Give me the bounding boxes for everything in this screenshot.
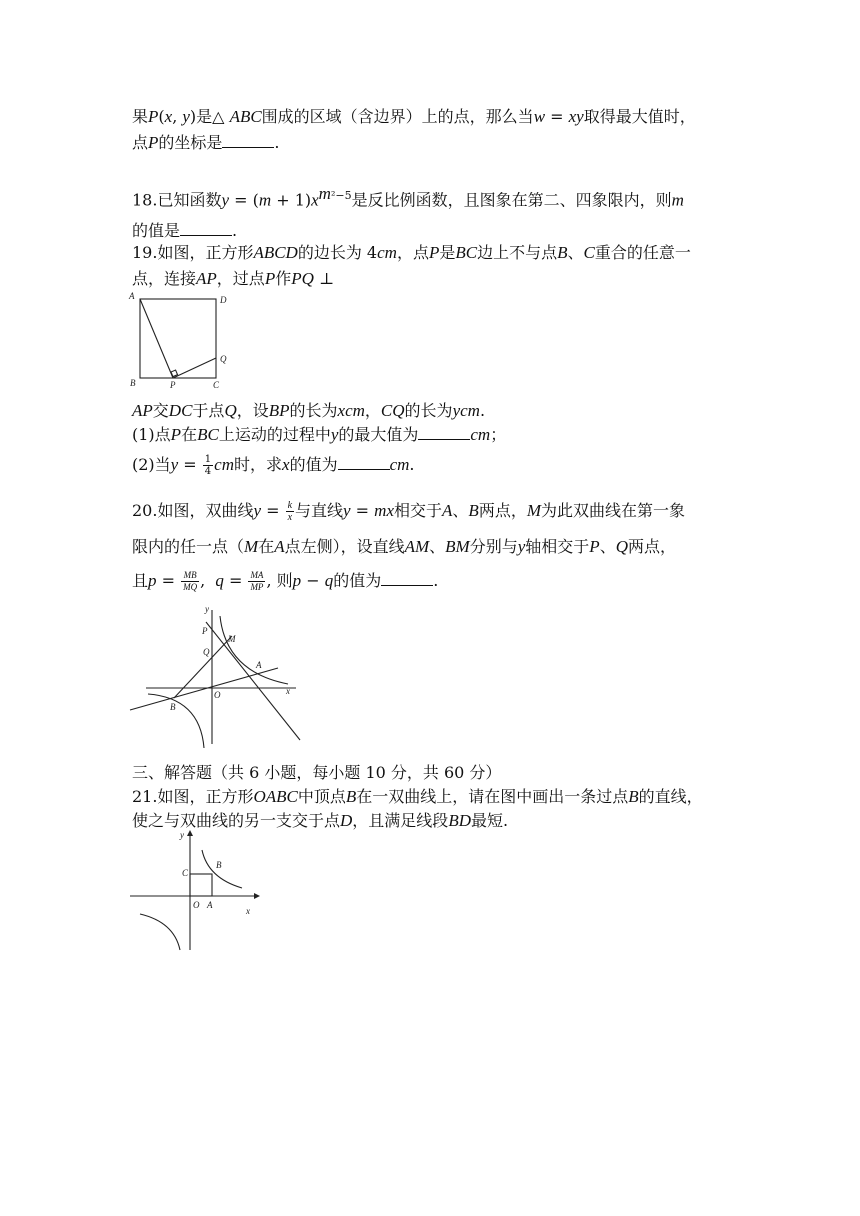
q19-label-b: B xyxy=(130,378,136,388)
q20-label-o: O xyxy=(214,690,221,700)
q18-line1: 18.已知函数$y = (m + 1)x^{m^2-5}$是反比例函数，且图象在第二、四象限内，则m xyxy=(132,184,684,210)
q19-part1: (1)点P在BC上运动的过程中y的最大值为 cm； xyxy=(132,425,507,444)
q19-line1: 19.如图，正方形ABCD的边长为 4cm，点P是BC边上不与点B、C重合的任意一 xyxy=(132,243,691,262)
section3-heading: 三、解答题（共 6 小题，每小题 10 分，共 60 分） xyxy=(132,763,502,782)
q21-line1: 21.如图，正方形OABC中顶点B在一双曲线上，请在图中画出一条过点B的直线， xyxy=(132,787,703,806)
q21-label-c: C xyxy=(182,868,189,878)
q20-label-a: A xyxy=(256,660,262,670)
q19-figure-square xyxy=(126,290,236,390)
q18-line2: 的值是 . xyxy=(132,221,238,240)
q19-line3: AP交DC于点Q，设BP的长为xcm，CQ的长为ycm. xyxy=(132,401,486,420)
q17-line2: 点P的坐标是 . xyxy=(132,133,280,152)
q21-figure-hyperbola-square xyxy=(126,826,266,956)
q20-label-y: y xyxy=(205,604,209,614)
q19-label-c: C xyxy=(213,380,220,390)
q19-part2: (2)当y = $\frac{1}{4}$ cm时，求x的值为 cm. xyxy=(132,454,415,477)
q20-figure-hyperbola xyxy=(128,602,308,752)
q20-label-x: x xyxy=(286,686,290,696)
q21-label-y: y xyxy=(180,830,184,840)
q19-line2: 点，连接AP，过点P作PQ ⊥ xyxy=(132,269,335,288)
q20-label-m: M xyxy=(228,634,236,644)
q21-line2: 使之与双曲线的另一支交于点D，且满足线段BD最短. xyxy=(132,811,509,830)
q21-label-a: A xyxy=(207,900,213,910)
q19-label-d: D xyxy=(220,295,227,305)
q20-line3: 且p = $\frac{MB}{MQ}$ , q = $\frac{MA}{MP}$ , 则p − q的值为 . xyxy=(132,570,439,592)
q19-label-p: P xyxy=(170,380,176,390)
q19-label-a: A xyxy=(129,291,135,301)
q17-line1: 果P(x, y)是△ ABC围成的区域（含边界）上的点，那么当w = xy取得最大值时， xyxy=(132,107,696,126)
q20-label-b: B xyxy=(170,702,176,712)
q19-label-q: Q xyxy=(220,354,227,364)
q21-label-b: B xyxy=(216,860,222,870)
q21-label-x: x xyxy=(246,906,250,916)
q20-label-q: Q xyxy=(203,647,210,657)
q21-label-o: O xyxy=(193,900,200,910)
q20-label-p: P xyxy=(202,626,208,636)
q20-line1: 20.如图，双曲线y = $\frac{k}{x}$ 与直线y = mx相交于A、B两点，M为此双曲线在第一象 xyxy=(132,500,686,523)
q20-line2: 限内的任一点（M在A点左侧），设直线AM、BM分别与y轴相交于P、Q两点， xyxy=(132,537,676,556)
